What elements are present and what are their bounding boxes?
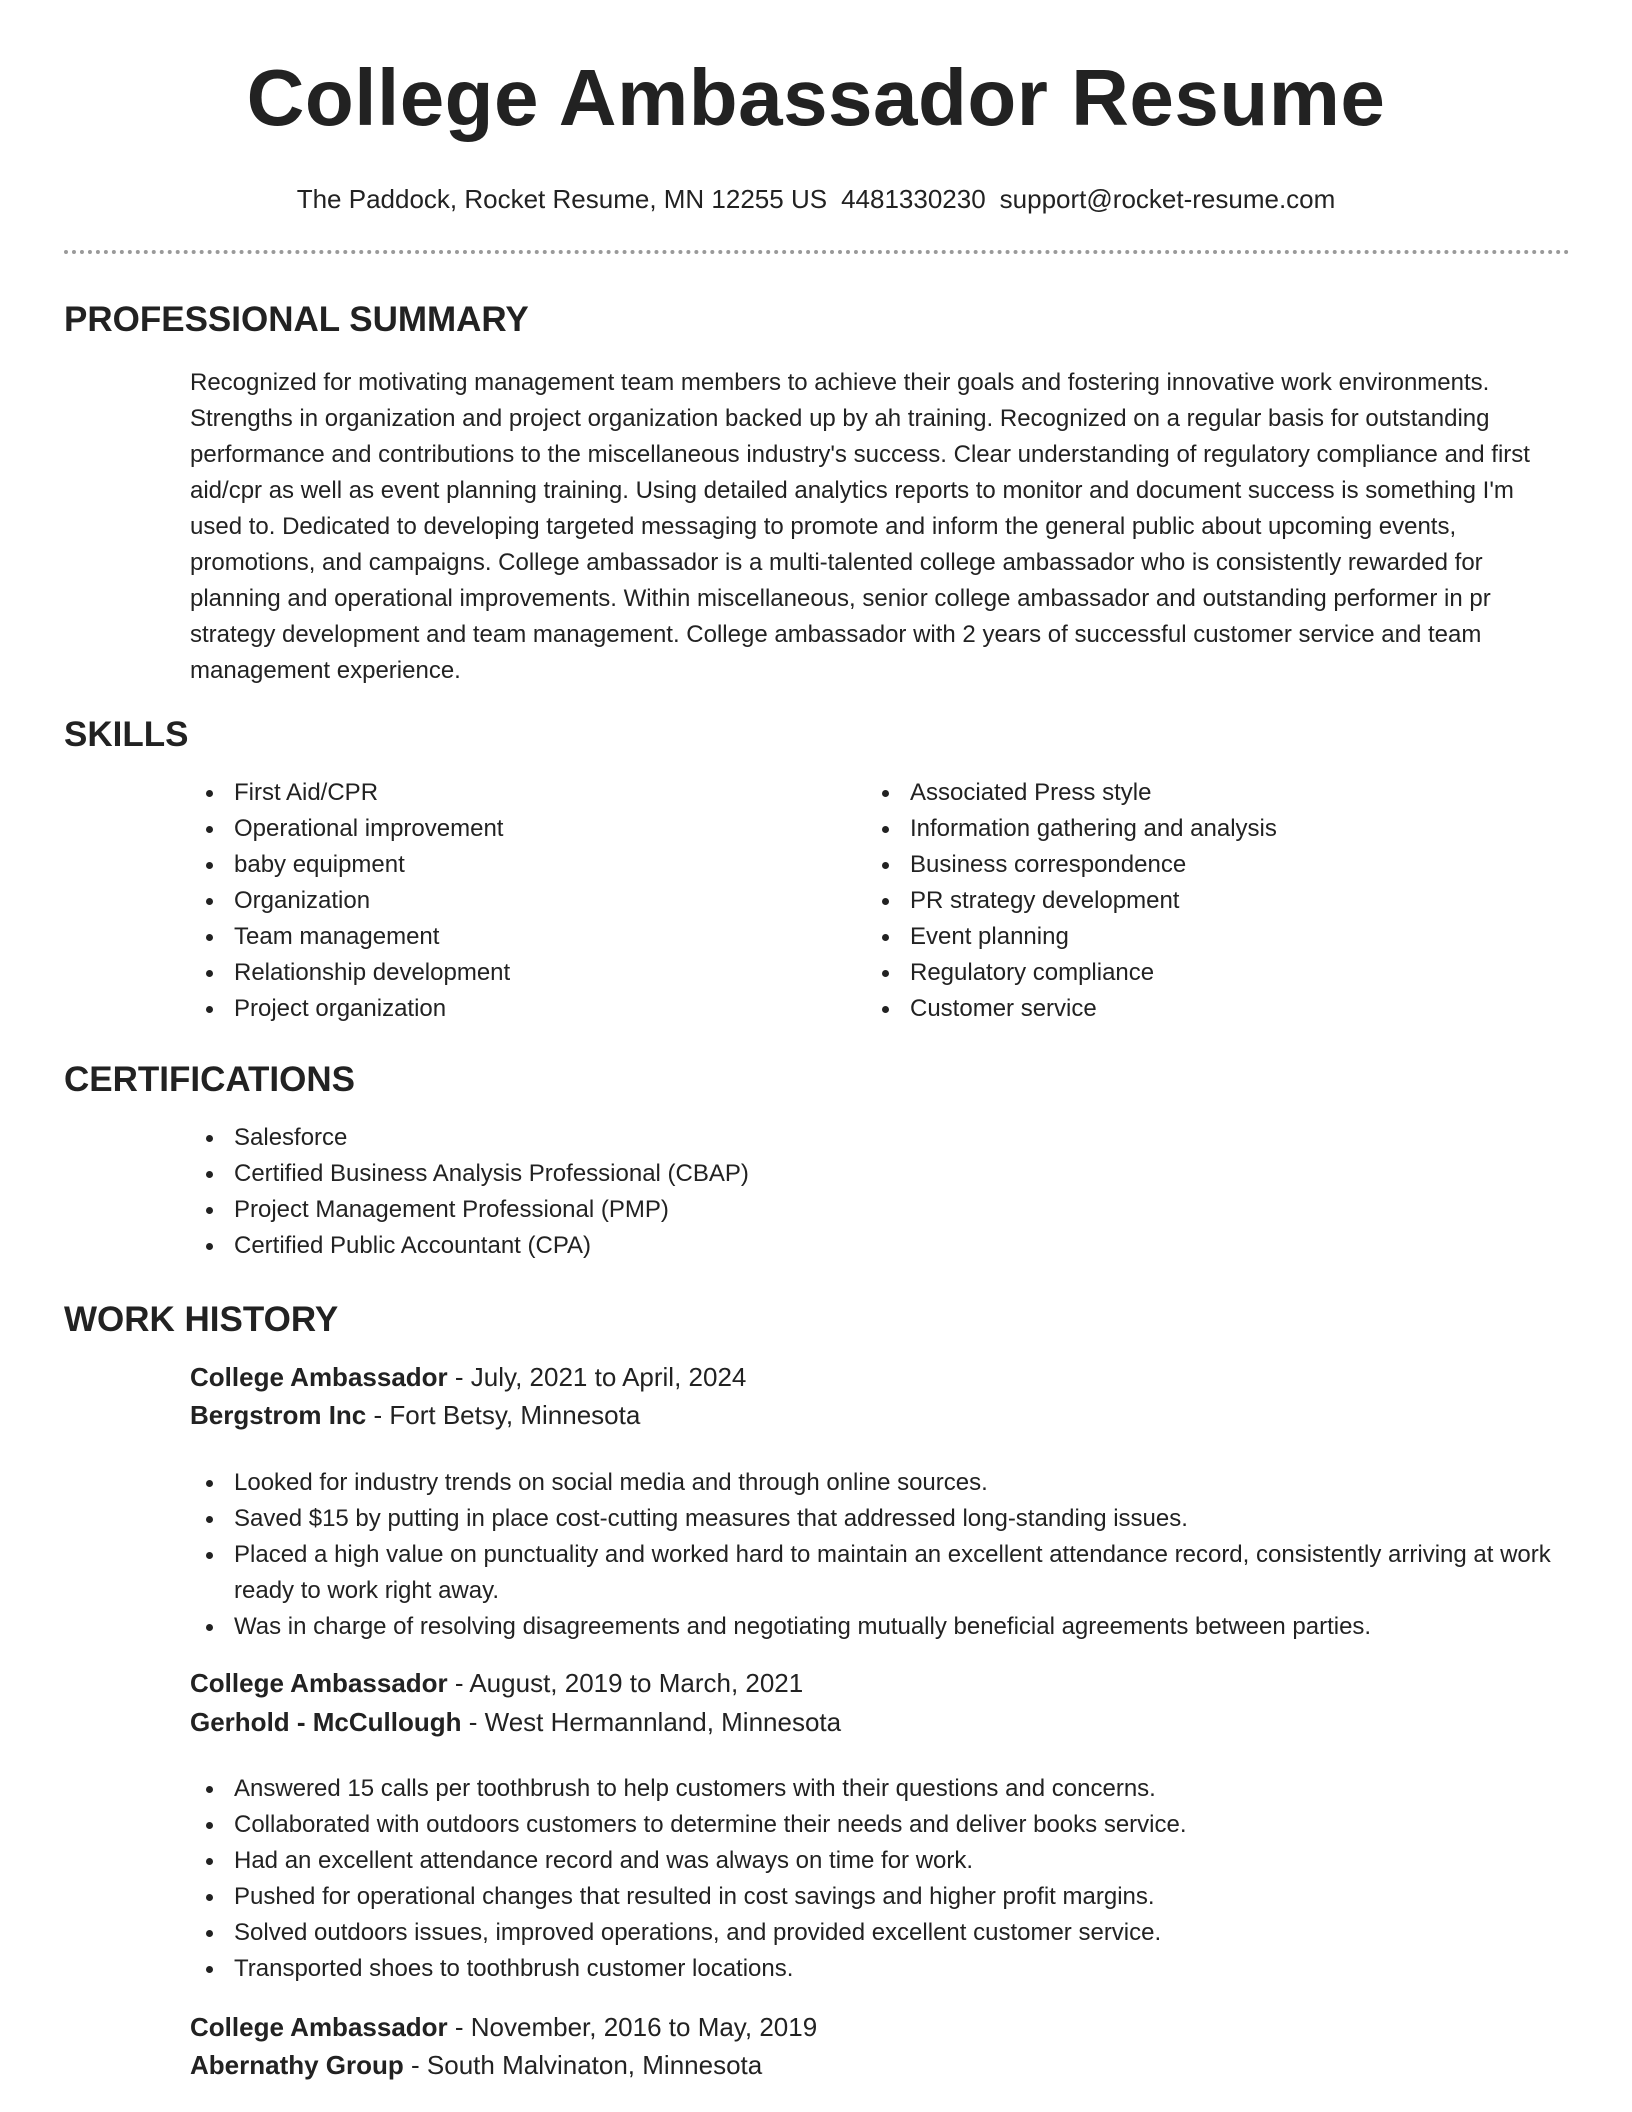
certification-item: Salesforce (190, 1120, 749, 1156)
job-company-line (190, 1396, 640, 1434)
contact-line (0, 183, 1632, 215)
skill-item: Relationship development (190, 955, 510, 991)
skill-item: Organization (190, 883, 510, 919)
header-divider (64, 250, 1570, 254)
contact-email[interactable]: support@rocket-resume.com (999, 184, 1336, 214)
skill-item: Associated Press style (866, 775, 1277, 811)
skill-item: Regulatory compliance (866, 955, 1277, 991)
skill-item: Customer service (866, 991, 1277, 1027)
contact-address: The Paddock, Rocket Resume, MN 12255 US (296, 184, 828, 214)
summary-heading: PROFESSIONAL SUMMARY (64, 300, 529, 339)
job-bullet: Looked for industry trends on social media and through online sources. (190, 1465, 1570, 1501)
skill-item: First Aid/CPR (190, 775, 510, 811)
page-title: College Ambassador Resume (246, 53, 1386, 142)
certification-item: Project Management Professional (PMP) (190, 1192, 749, 1228)
job-title-line (190, 1358, 746, 1396)
job-company-line (190, 2046, 762, 2084)
certifications-list (190, 1120, 749, 1264)
certifications-heading: CERTIFICATIONS (64, 1060, 356, 1099)
job-company-line (190, 1703, 841, 1741)
summary-text: Recognized for motivating management team members to achieve their goals and fostering innovative work environments. Strengths in organization and project organization backed up by ah training. Recognized on a regular basis for outstanding performance and contributions to the miscellaneous industry's success. Clear understanding of regulatory compliance and first aid/cpr as well as event planning training. Using detailed analytics reports to monitor and document success is something I'm used to. Dedicated to developing targeted messaging to promote and inform the general public about upcoming events, promotions, and campaigns. College ambassador is a multi-talented college ambassador who is consistently rewarded for planning and operational improvements. Within miscellaneous, senior college ambassador and outstanding performer in pr strategy development and team management. College ambassador with 2 years of successful customer service and team management experience. (190, 369, 1530, 684)
job-bullet: Collaborated with outdoors customers to determine their needs and deliver books service. (190, 1807, 1570, 1843)
job-location: - South Malvinaton, Minnesota (403, 2050, 763, 2080)
skill-item: baby equipment (190, 847, 510, 883)
certification-item: Certified Public Accountant (CPA) (190, 1228, 749, 1264)
job-role: College Ambassador (190, 1668, 448, 1698)
skill-item: Event planning (866, 919, 1277, 955)
job-dates: - August, 2019 to March, 2021 (447, 1668, 804, 1698)
skills-list-left (190, 775, 510, 1027)
job-bullet: Solved outdoors issues, improved operations, and provided excellent customer service. (190, 1915, 1570, 1951)
job-bullet: Was in charge of resolving disagreements and negotiating mutually beneficial agreements between parties. (190, 1609, 1570, 1645)
job-company: Gerhold - McCullough (190, 1707, 462, 1737)
skill-item: PR strategy development (866, 883, 1277, 919)
job-role: College Ambassador (190, 2012, 448, 2042)
skills-heading: SKILLS (64, 715, 189, 754)
job-role: College Ambassador (190, 1362, 448, 1392)
job-bullet: Answered 15 calls per toothbrush to help customers with their questions and concerns. (190, 1771, 1570, 1807)
skills-list-right (866, 775, 1277, 1027)
contact-phone: 4481330230 (841, 184, 986, 214)
job-title-line (190, 2008, 817, 2046)
job-bullets (190, 1465, 1570, 1645)
job-bullet: Transported shoes to toothbrush customer locations. (190, 1951, 1570, 1987)
job-dates: - July, 2021 to April, 2024 (447, 1362, 747, 1392)
skill-item: Information gathering and analysis (866, 811, 1277, 847)
job-location: - Fort Betsy, Minnesota (366, 1400, 641, 1430)
job-bullet: Pushed for operational changes that resulted in cost savings and higher profit margins. (190, 1879, 1570, 1915)
job-title-line (190, 1664, 803, 1702)
job-location: - West Hermannland, Minnesota (461, 1707, 842, 1737)
job-company: Bergstrom Inc (190, 1400, 367, 1430)
work-history-heading: WORK HISTORY (64, 1300, 339, 1339)
job-bullet: Had an excellent attendance record and was always on time for work. (190, 1843, 1570, 1879)
skill-item: Project organization (190, 991, 510, 1027)
job-dates: - November, 2016 to May, 2019 (447, 2012, 818, 2042)
skill-item: Team management (190, 919, 510, 955)
job-bullet: Saved $15 by putting in place cost-cutting measures that addressed long-standing issues. (190, 1501, 1570, 1537)
job-bullet: Placed a high value on punctuality and worked hard to maintain an excellent attendance record, consistently arriving at work ready to work right away. (190, 1537, 1570, 1609)
job-bullets (190, 1771, 1570, 1987)
skill-item: Operational improvement (190, 811, 510, 847)
skill-item: Business correspondence (866, 847, 1277, 883)
certification-item: Certified Business Analysis Professional (CBAP) (190, 1156, 749, 1192)
job-company: Abernathy Group (190, 2050, 404, 2080)
